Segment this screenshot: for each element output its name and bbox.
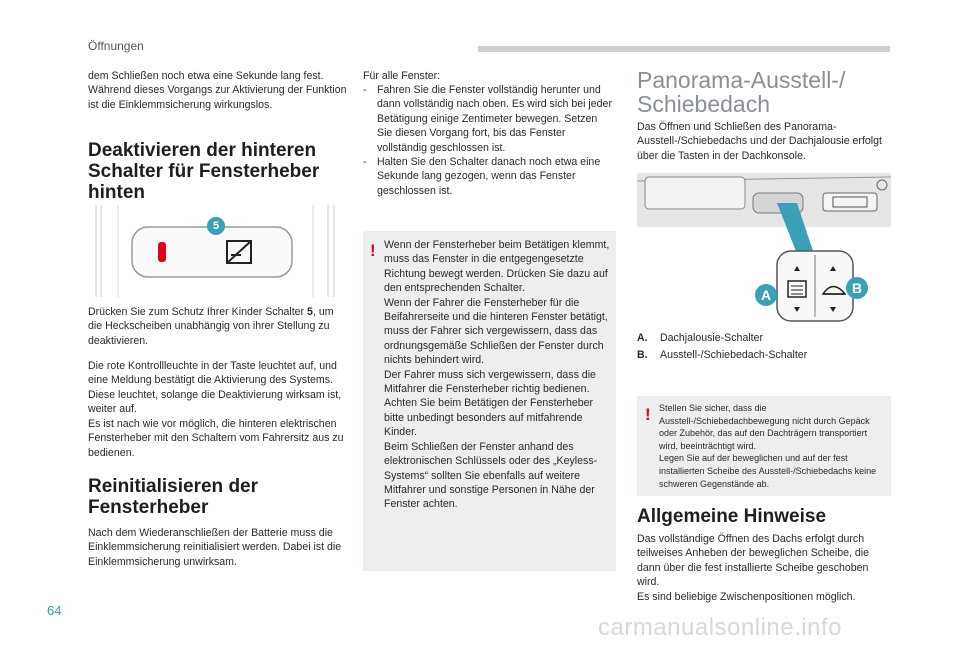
warning-para: Legen Sie auf der beweglichen und auf der fest installierten Scheibe des Ausstell-/Schiebedachs keine schweren Gegenstände ab. [659,453,877,489]
watermark: carmanualsonline.info [598,614,842,641]
callout-a: A [755,284,777,306]
warning-text [384,238,612,512]
col2-list [363,83,615,198]
section-label: Öffnungen [88,39,144,53]
warning-text [659,402,887,490]
col1-para2: Die rote Kontrollleuchte in der Taste leuchtet auf, und eine Meldung bestätigt die Aktivierung des Systems. Diese leuchtet, solange die Deaktivierung wirksam ist, weiter auf. [88,360,342,416]
legend-key: A. [637,332,648,344]
para1-text-end: , um die Heckscheiben unabhängig von ihrer Stellung zu deaktivieren. [88,306,334,347]
col3-para2: Das vollständige Öffnen des Dachs erfolgt durch teilweises Anheben der beweglichen Scheibe, die dann über die fest installierte Scheibe geschoben wird. [637,533,870,589]
warning-para: Achten Sie beim Betätigen der Fensterheber bitte unbedingt besonders auf mitfahrende Kinder. [384,397,594,439]
col3-para3: Es sind beliebige Zwischenpositionen möglich. [637,591,856,603]
col1-para3: Es ist nach wie vor möglich, die hinteren elektrischen Fensterheber mit den Schaltern vom Fahrersitz aus zu bedienen. [88,418,344,459]
warning-para: Beim Schließen der Fenster anhand des elektronischen Schlüssels oder des „Keyless-Systems“ sollten Sie ebenfalls auf weitere Mitfahrer und sonstige Personen in Nähe der Fenster achten. [384,440,598,511]
legend-item [637,348,889,362]
switch-callout-5: 5 [207,217,225,235]
list-item: - Halten Sie den Schalter danach noch etwa eine Sekunde lang gezogen, wenn das Fenster geschlossen ist. [363,155,615,198]
col1-intro: dem Schließen noch etwa eine Sekunde lang fest. Während dieses Vorgangs zur Aktivierung der Funktion ist die Einklemmsicherung wirkungslos. [88,70,347,111]
col3-para1: Das Öffnen und Schließen des Panorama-Ausstell-/Schiebedachs und der Dachjalousie erfolgt über die Tasten in der Dachkonsole. [637,121,882,162]
col1-para1 [88,305,350,348]
warning-box-windows [363,231,616,571]
warning-para: Stellen Sie sicher, dass die Ausstell-/Schiebedachbewegung nicht durch Gepäck oder Zubehör, das auf den Dachträgern transportiert wird, beeinträchtigt wird. [659,403,870,451]
warning-icon: ! [370,241,376,260]
list-item: - Fahren Sie die Fenster vollständig herunter und dann vollständig nach oben. Es wird sich bei jeder Betätigung einige Zentimeter bewegen. Setzen Sie diesen Vorgang fort, bis das Fenster vollständig geschlossen ist. [363,83,615,155]
warning-box-roof [637,396,891,496]
heading-general: Allgemeine Hinweise [637,506,827,527]
legend [637,331,889,363]
legend-key: B. [637,349,648,362]
heading-deactivate: Deaktivieren der hinteren Schalter für Fensterheber hinten [88,140,320,203]
legend-text: Dachjalousie-Schalter [660,332,764,344]
col2-intro: Für alle Fenster: [363,70,441,82]
legend-item [637,331,889,345]
warning-para: Wenn der Fensterheber beim Betätigen klemmt, muss das Fenster in die entgegengesetzte Richtung bewegt werden. Drücken Sie dazu auf den entsprechenden Schalter. [384,239,610,295]
heading-reinit: Reinitialisieren der Fensterheber [88,476,259,518]
legend-text: Ausstell-/Schiebedach-Schalter [660,349,808,362]
callout-b: B [846,277,868,299]
para1-text: Drücken Sie zum Schutz Ihrer Kinder Schalter [88,306,308,318]
para1-bold: 5 [307,306,313,318]
header-bar [478,46,890,52]
heading-panorama: Panorama-Ausstell-/ Schiebedach [637,67,846,117]
list-item-text: Fahren Sie die Fenster vollständig herunter und dann vollständig nach oben. Es wird sich bei jeder Betätigung einige Zentimeter bewegen. Setzen Sie diesen Vorgang fort, bis das Fenster vollständig geschlossen ist. [377,84,612,154]
list-item-text: Halten Sie den Schalter danach noch etwa eine Sekunde lang gezogen, wenn das Fenster geschlossen ist. [377,156,601,197]
col1-para4: Nach dem Wiederanschließen der Batterie muss die Einklemmsicherung reinitialisiert werden. Dabei ist die Einklemmsicherung unwirksam. [88,527,342,568]
warning-icon: ! [645,405,651,424]
page-number: 64 [47,603,62,618]
warning-para: Der Fahrer muss sich vergewissern, dass die Mitfahrer die Fensterheber richtig bedienen. [384,368,596,396]
warning-para: Wenn der Fahrer die Fensterheber für die Beifahrerseite und die hinteren Fenster betätigt, muss der Fahrer sich vergewissern, dass das ordnungsgemäße Schließen der Fenster durch nichts behindert wird. [384,296,608,367]
